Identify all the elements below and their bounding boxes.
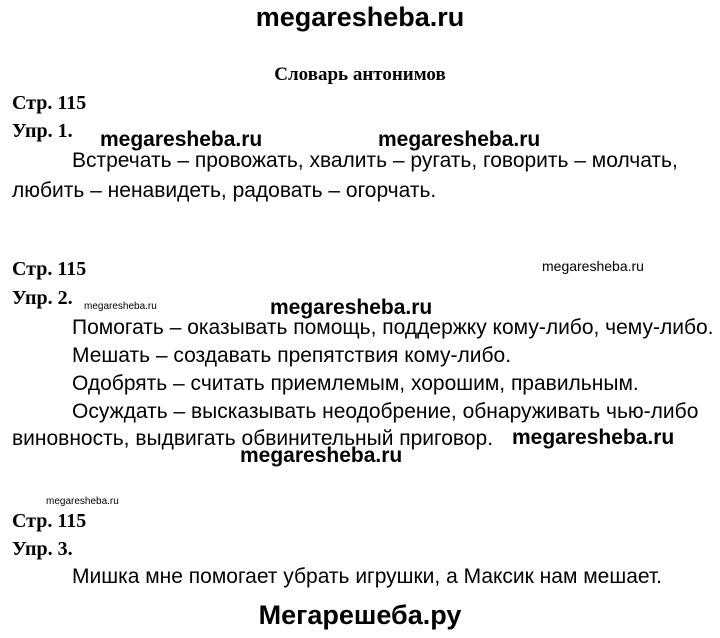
footer-brand: Мегарешеба.ру	[258, 600, 462, 630]
exercise-1-line-1: Встречать – провожать, хвалить – ругать, говорить – молчать,	[72, 149, 678, 172]
exercise-2-line-3: Одобрять – считать приемлемым, хорошим, правильным.	[72, 372, 639, 395]
exercise-2-line-4: Осуждать – высказывать неодобрение, обнаруживать чью-либо	[72, 400, 699, 423]
watermark: megaresheba.ru	[542, 258, 644, 274]
exercise-1-line-2: любить – ненавидеть, радовать – огорчать.	[12, 179, 437, 202]
document-title: Словарь антонимов	[274, 64, 446, 85]
page-number-1: Стр. 115	[12, 92, 87, 114]
watermark: megaresheba.ru	[378, 128, 541, 151]
exercise-3-line-1: Мишка мне помогает убрать игрушки, а Максик нам мешает.	[72, 565, 662, 588]
watermark: megaresheba.ru	[84, 301, 157, 312]
watermark: megaresheba.ru	[512, 426, 675, 449]
watermark: megaresheba.ru	[46, 496, 119, 507]
exercise-label-2: Упр. 2.	[12, 287, 73, 309]
exercise-label-1: Упр. 1.	[12, 120, 73, 142]
site-title: megaresheba.ru	[255, 2, 465, 32]
exercise-2-line-5: виновность, выдвигать обвинительный приговор.	[12, 427, 494, 450]
exercise-2-line-1: Помогать – оказывать помощь, поддержку кому-либо, чему-либо.	[72, 316, 714, 339]
watermark: megaresheba.ru	[100, 128, 263, 151]
exercise-2-line-2: Мешать – создавать препятствия кому-либо.	[72, 344, 512, 367]
watermark: megaresheba.ru	[270, 296, 433, 319]
page-number-3: Стр. 115	[12, 510, 87, 532]
watermark: megaresheba.ru	[240, 444, 403, 467]
exercise-label-3: Упр. 3.	[12, 538, 73, 560]
page-number-2: Стр. 115	[12, 258, 87, 280]
